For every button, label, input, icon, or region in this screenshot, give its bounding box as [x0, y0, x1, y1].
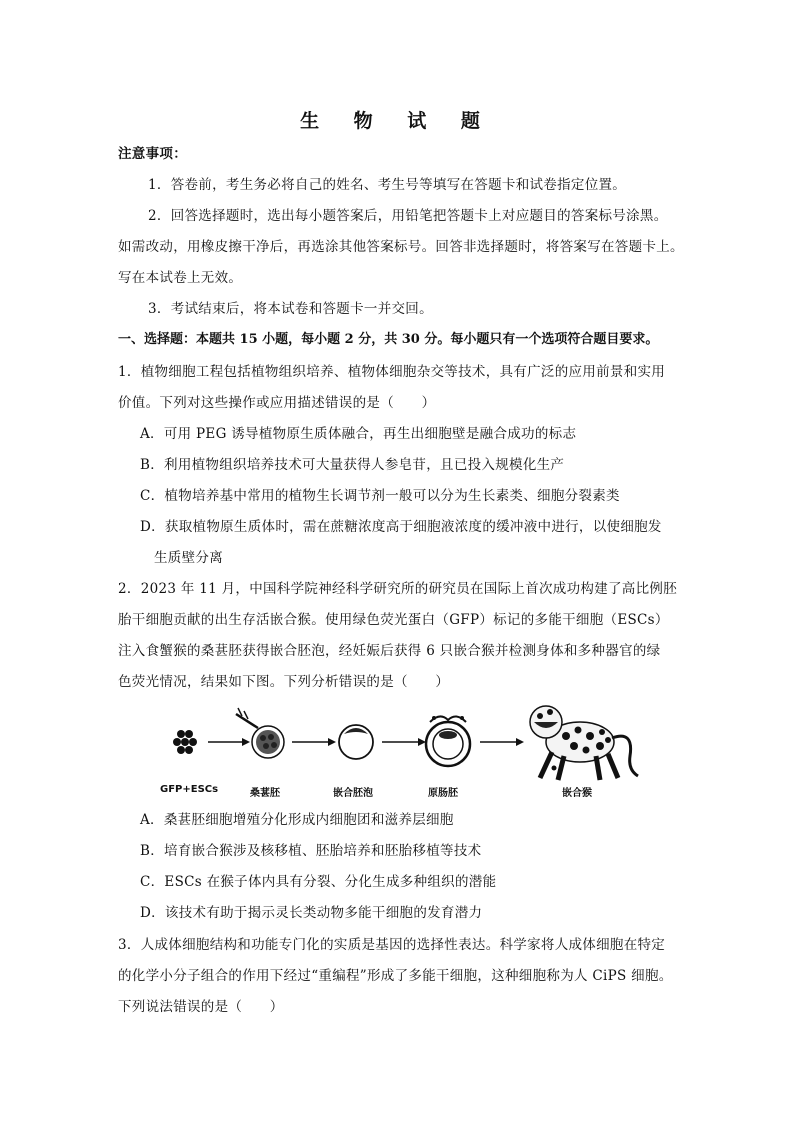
q1-option-b: B．利用植物组织培养技术可大量获得人参皂苷，且已投入规模化生产 — [140, 457, 565, 473]
label-gastrula: 原肠胚 — [428, 788, 458, 799]
q2-option-c: C．ESCs 在猴子体内具有分裂、分化生成多种组织的潜能 — [140, 874, 497, 890]
q2-option-a: A．桑葚胚细胞增殖分化形成内细胞团和滋养层细胞 — [140, 812, 454, 828]
morula-icon — [236, 708, 284, 758]
q1-stem-line-2: 价值。下列对这些操作或应用描述错误的是（ ） — [118, 395, 436, 411]
q3-stem-line-2: 的化学小分子组合的作用下经过“重编程”形成了多能干细胞，这种细胞称为人 CiPS 细胞。 — [118, 968, 673, 984]
label-chimeric-monkey: 嵌合猴 — [562, 788, 592, 799]
esc-cluster-icon — [173, 730, 197, 754]
q2-option-b: B．培育嵌合猴涉及核移植、胚胎培养和胚胎移植等技术 — [140, 843, 482, 859]
q1-option-d-line-2: 生质壁分离 — [154, 550, 223, 566]
q2-option-d: D．该技术有助于揭示灵长类动物多能干细胞的发育潜力 — [140, 905, 483, 921]
monkey-icon — [530, 706, 638, 780]
notice-item-2-line-3: 写在本试卷上无效。 — [118, 270, 243, 286]
q3-stem-line-3: 下列说法错误的是（ ） — [118, 999, 284, 1015]
notice-heading: 注意事项： — [118, 146, 187, 162]
gastrula-icon — [426, 716, 470, 766]
arrow-icon — [382, 738, 426, 746]
page-title: 生 物 试 题 — [300, 110, 494, 132]
blastocyst-icon — [339, 725, 373, 759]
notice-item-3: 3．考试结束后，将本试卷和答题卡一并交回。 — [148, 301, 433, 317]
q1-stem-line-1: 1．植物细胞工程包括植物组织培养、植物体细胞杂交等技术，具有广泛的应用前景和实用 — [118, 364, 666, 380]
q1-option-c: C．植物培养基中常用的植物生长调节剂一般可以分为生长素类、细胞分裂素类 — [140, 488, 620, 504]
label-gfp-escs: GFP+ESCs — [160, 784, 219, 795]
q3-stem-line-1: 3．人成体细胞结构和功能专门化的实质是基因的选择性表达。科学家将人成体细胞在特定 — [118, 937, 666, 953]
arrow-icon — [480, 738, 524, 746]
chimeric-monkey-figure — [150, 700, 670, 805]
q2-stem-line-1: 2．2023 年 11 月，中国科学院神经科学研究所的研究员在国际上首次成功构建了高比例胚 — [118, 581, 677, 597]
q2-stem-line-3: 注入食蟹猴的桑葚胚获得嵌合胚泡，经妊娠后获得 6 只嵌合猴并检测身体和多种器官的绿 — [118, 643, 661, 659]
label-morula: 桑葚胚 — [250, 788, 280, 799]
q1-option-a: A．可用 PEG 诱导植物原生质体融合，再生出细胞壁是融合成功的标志 — [140, 426, 577, 442]
label-blastocyst: 嵌合胚泡 — [333, 788, 373, 799]
q2-stem-line-2: 胎干细胞贡献的出生存活嵌合猴。使用绿色荧光蛋白（GFP）标记的多能干细胞（ESCs） — [118, 612, 669, 628]
section-heading: 一、选择题：本题共 15 小题，每小题 2 分，共 30 分。每小题只有一个选项符合题目要求。 — [118, 332, 659, 347]
q2-stem-line-4: 色荧光情况，结果如下图。下列分析错误的是（ ） — [118, 674, 450, 690]
notice-item-2-line-2: 如需改动，用橡皮擦干净后，再选涂其他答案标号。回答非选择题时，将答案写在答题卡上。 — [118, 239, 684, 255]
arrow-icon — [292, 738, 336, 746]
notice-item-2-line-1: 2．回答选择题时，选出每小题答案后，用铅笔把答题卡上对应题目的答案标号涂黑。 — [148, 208, 668, 224]
arrow-icon — [208, 738, 250, 746]
q1-option-d-line-1: D．获取植物原生质体时，需在蔗糖浓度高于细胞液浓度的缓冲液中进行，以使细胞发 — [140, 519, 662, 535]
notice-item-1: 1．答卷前，考生务必将自己的姓名、考生号等填写在答题卡和试卷指定位置。 — [148, 177, 627, 193]
